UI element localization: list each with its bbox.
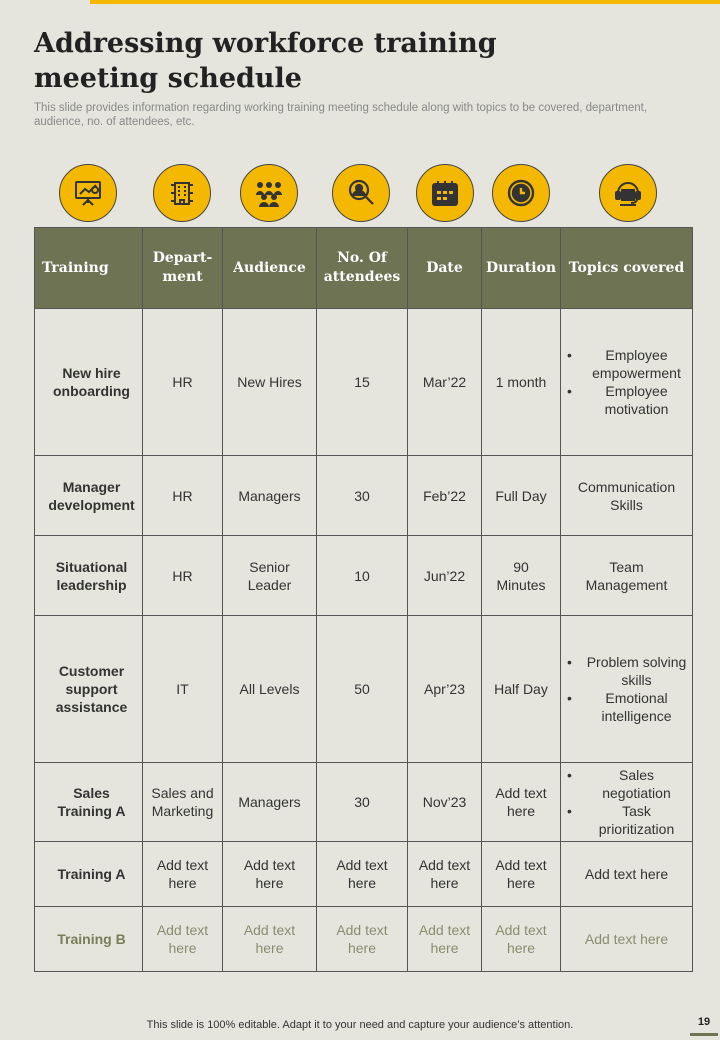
department-text: Sales and Marketing (151, 785, 214, 819)
cell-topics: Add text here (561, 907, 693, 972)
cell-duration (482, 907, 561, 972)
page-subtitle: This slide provides information regarding working training meeting schedule along with topics to be covered, department, audience, no. of attendees, etc. (34, 102, 648, 128)
topics-list (567, 346, 688, 418)
department-building-icon (153, 164, 211, 222)
calendar-date-icon (416, 164, 474, 222)
cell-topics (561, 309, 693, 456)
topic-item: • Employee motivation (567, 382, 688, 418)
cell-duration: Half Day (482, 616, 561, 763)
placeholder-text: Add text here (418, 922, 471, 956)
cell-department (143, 763, 223, 842)
cell-training (35, 763, 143, 842)
cell-attendees: 30 (317, 456, 408, 536)
table-row (35, 616, 693, 763)
topic-item: • Sales negotiation (567, 766, 688, 802)
topics-list (567, 653, 688, 725)
cell-attendees: 50 (317, 616, 408, 763)
table-row (35, 842, 693, 907)
topics-list (567, 766, 688, 838)
cell-date: Apr’23 (408, 616, 482, 763)
cell-department: HR (143, 536, 223, 616)
cell-date: Nov’23 (408, 763, 482, 842)
cell-audience (223, 842, 317, 907)
cell-audience: All Levels (223, 616, 317, 763)
presentation-icon (59, 164, 117, 222)
cell-duration (482, 536, 561, 616)
cell-topics (561, 616, 693, 763)
cell-training: Manager development (35, 456, 143, 536)
cell-date: Feb’22 (408, 456, 482, 536)
cell-training: New hire onboarding (35, 309, 143, 456)
cell-attendees: 10 (317, 536, 408, 616)
topic-item: • Employee empowerment (567, 346, 688, 382)
cell-training: Training A (35, 842, 143, 907)
cell-attendees (317, 842, 408, 907)
audience-text: Senior Leader (247, 558, 292, 593)
duration-text: 90 Minutes (496, 558, 546, 593)
cell-audience: New Hires (223, 309, 317, 456)
cell-attendees: 30 (317, 763, 408, 842)
header-duration: Duration (482, 228, 561, 309)
cell-topics (561, 536, 693, 616)
topic-item: • Task prioritization (567, 802, 688, 838)
attendees-search-icon (332, 164, 390, 222)
cell-department (143, 842, 223, 907)
page-number-underline (690, 1033, 718, 1036)
topics-text: Communication Skills (577, 478, 676, 513)
cell-audience (223, 536, 317, 616)
cell-topics: Add text here (561, 842, 693, 907)
placeholder-text: Add text here (156, 857, 209, 891)
cell-department: IT (143, 616, 223, 763)
table-row (35, 907, 693, 972)
header-attendees: No. Of attendees (317, 228, 408, 309)
audience-group-icon (240, 164, 298, 222)
cell-audience (223, 907, 317, 972)
header-training: Training (35, 228, 143, 309)
cell-department: HR (143, 456, 223, 536)
placeholder-text: Add text here (243, 922, 296, 956)
cell-date (408, 842, 482, 907)
table-row (35, 536, 693, 616)
placeholder-text: Add text here (336, 922, 388, 956)
header-audience: Audience (223, 228, 317, 309)
header-department (143, 228, 223, 309)
page-number: 19 (697, 1016, 711, 1028)
cell-topics (561, 763, 693, 842)
table-row (35, 456, 693, 536)
support-agent-icon (599, 164, 657, 222)
cell-date (408, 907, 482, 972)
top-accent-bar (90, 0, 720, 4)
training-schedule-table (34, 227, 693, 972)
topic-item: • Emotional intelligence (567, 689, 688, 725)
cell-training: Situational leadership (35, 536, 143, 616)
placeholder-text: Add text here (336, 857, 388, 891)
training-text: Customer support assistance (55, 663, 128, 715)
training-text: Sales Training A (57, 785, 126, 819)
cell-attendees: 15 (317, 309, 408, 456)
cell-audience: Managers (223, 456, 317, 536)
table-header-row (35, 228, 693, 309)
topics-text: Team Management (585, 558, 668, 593)
duration-text: Add text here (495, 785, 547, 819)
topic-item: • Problem solving skills (567, 653, 688, 689)
placeholder-text: Add text here (243, 857, 296, 891)
cell-topics (561, 456, 693, 536)
header-department-label: Depart-ment (152, 250, 213, 285)
page-title: Addressing workforce training meeting schedule (34, 28, 497, 94)
cell-attendees (317, 907, 408, 972)
cell-date: Mar’22 (408, 309, 482, 456)
header-topics: Topics covered (561, 228, 693, 309)
cell-audience: Managers (223, 763, 317, 842)
cell-duration (482, 763, 561, 842)
cell-date: Jun’22 (408, 536, 482, 616)
clock-duration-icon (492, 164, 550, 222)
cell-department (143, 907, 223, 972)
header-date: Date (408, 228, 482, 309)
placeholder-text: Add text here (418, 857, 471, 891)
cell-duration: 1 month (482, 309, 561, 456)
cell-training: Training B (35, 907, 143, 972)
placeholder-text: Add text here (495, 922, 547, 956)
placeholder-text: Add text here (495, 857, 547, 891)
cell-department: HR (143, 309, 223, 456)
table-row (35, 309, 693, 456)
cell-duration: Full Day (482, 456, 561, 536)
cell-training (35, 616, 143, 763)
cell-duration (482, 842, 561, 907)
footer-note: This slide is 100% editable. Adapt it to your need and capture your audience’s attention. (146, 1019, 574, 1031)
placeholder-text: Add text here (156, 922, 209, 956)
table-row (35, 763, 693, 842)
